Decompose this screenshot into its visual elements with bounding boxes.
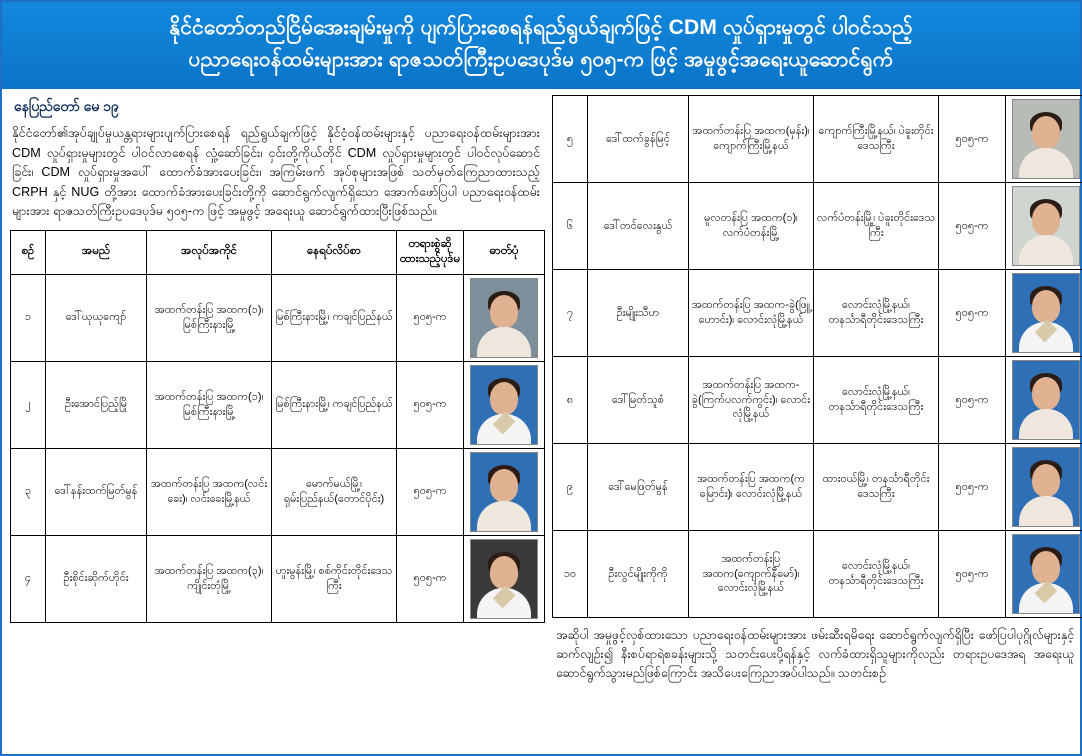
cell-address: လောင်းလုံမြို့နယ်၊ တနင်္သာရီတိုင်းဒေသကြီး (814, 270, 939, 357)
cell-no: ၅ (553, 96, 588, 183)
cell-address: လောင်းလုံမြို့နယ်၊ တနင်္သာရီတိုင်းဒေသကြီး (814, 357, 939, 444)
table-row (11, 535, 545, 622)
cell-job: အထက်တန်းပြ အထက(ကျောက်နီမော်)၊ လောင်းလုံမြို့နယ် (689, 531, 814, 618)
table-row (553, 444, 1082, 531)
cell-address: မြစ်ကြီးနားမြို့၊ ကချင်ပြည်နယ် (272, 274, 397, 361)
cell-no: ၁၀ (553, 531, 588, 618)
person-photo (1012, 273, 1080, 353)
cell-law: ၅၀၅-က (939, 96, 1006, 183)
cell-law: ၅၀၅-က (397, 448, 464, 535)
col-header-address: နေရပ်လိပ်စာ (272, 230, 397, 274)
cell-no: ၄ (11, 535, 46, 622)
offenders-table-right (552, 95, 1082, 618)
cell-no: ၈ (553, 357, 588, 444)
person-photo (470, 452, 538, 532)
cell-no: ၇ (553, 270, 588, 357)
cell-photo (464, 274, 545, 361)
cell-no: ၆ (553, 183, 588, 270)
cell-job: မူလတန်းပြ အထက(၁)၊ လက်ပံတန်းမြို့ (689, 183, 814, 270)
cell-law: ၅၀၅-က (939, 531, 1006, 618)
cell-name: ဦးမျိုးသီဟ (588, 270, 689, 357)
cell-no: ၃ (11, 448, 46, 535)
cell-photo (1006, 444, 1082, 531)
col-header-photo: ဓာတ်ပုံ (464, 230, 545, 274)
col-header-name: အမည် (46, 230, 147, 274)
cell-name: ဒေါ်မေဖြတ်မွန် (588, 444, 689, 531)
article-body (2, 89, 1080, 688)
cell-law: ၅၀၅-က (939, 270, 1006, 357)
right-column (548, 95, 1078, 684)
person-photo (1012, 360, 1080, 440)
cell-name: ဒေါ်တင်လေးနွယ် (588, 183, 689, 270)
table-row (11, 274, 545, 361)
cell-name: ဒေါ်ယုယုကျော် (46, 274, 147, 361)
cell-job: အထက်တန်းပြ အထက(လင်းခေး)၊ လင်းခေးမြို့နယ် (147, 448, 272, 535)
cell-no: ၁ (11, 274, 46, 361)
cell-photo (464, 535, 545, 622)
headline-line-1: နိုင်ငံတော်တည်ငြိမ်အေးချမ်းမှုကို ပျက်ပြားစေရန်ရည်ရွယ်ချက်ဖြင့် CDM လှုပ်ရှားမှုတွင် ပါဝင်သည့် (169, 16, 913, 39)
cell-photo (1006, 270, 1082, 357)
offenders-table-left (10, 230, 545, 623)
col-header-no: စဉ် (11, 230, 46, 274)
cell-job: အထက်တန်းပြ အထက(ကမြောင်း)၊ လောင်းလုံမြို့နယ် (689, 444, 814, 531)
cell-photo (1006, 357, 1082, 444)
cell-photo (1006, 96, 1082, 183)
cell-photo (1006, 531, 1082, 618)
table-row (553, 183, 1082, 270)
table-row (553, 531, 1082, 618)
cell-job: အထက်တန်းပြ အထက(မှန်း)၊ ကျောက်ကြီးမြို့နယ် (689, 96, 814, 183)
person-photo (470, 539, 538, 619)
cell-job: အထက်တန်းပြ အထက(၃)၊ ကျိုင်းတုံမြို့ (147, 535, 272, 622)
cell-address: မောက်မယ်မြို့၊ ရှမ်းပြည်နယ်(တောင်ပိုင်း) (272, 448, 397, 535)
person-photo (1012, 534, 1080, 614)
person-photo (1012, 186, 1080, 266)
cell-address: လောင်းလုံမြို့နယ်၊ တနင်္သာရီတိုင်းဒေသကြီး (814, 531, 939, 618)
cell-photo (464, 448, 545, 535)
cell-job: အထက်တန်းပြ အထက(၁)၊ မြစ်ကြီးနားမြို့ (147, 274, 272, 361)
cell-job: အထက်တန်းပြ အထက-ခွဲ(ကြက်ပလက်ကွင်း)၊ လောင်းလုံမြို့နယ် (689, 357, 814, 444)
dateline: နေပြည်တော် မေ ၁၉ (14, 98, 119, 114)
cell-no: ၂ (11, 361, 46, 448)
cell-address: မြစ်ကြီးနားမြို့၊ ကချင်ပြည်နယ် (272, 361, 397, 448)
lead-paragraph: နိုင်ငံတော်၏အုပ်ချုပ်မှုယန္တရားများပျက်ပြားစေရန် ရည်ရွယ်ချက်ဖြင့် နိုင်ငံ့ဝန်ထမ်းများနှင့် ပညာရေးဝန်ထမ်းများအား CDM လှုပ်ရှားမှုများတွင် ပါဝင်လာစေရန် လှုံ့ဆော်ခြင်း၊ ငှင်းတို့ကိုယ်တိုင် CDM လှုပ်ရှားမှုများတွင် ပါဝင်လုပ်ဆောင်ခြင်း၊ CDM လှုပ်ရှားမှုအပေါ် ထောက်ခံအားပေးခြင်း၊ အကြမ်းဖက် အုပ်စုများအဖြစ် သတ်မှတ်ကြေညာထားသည့် CRPH နှင့် NUG တို့အား ထောက်ခံအားပေးခြင်းတို့ကို ဆောင်ရွက်လျက်ရှိသော အောက်ဖော်ပြပါ ပညာရေးဝန်ထမ်းများအား ရာဇသတ်ကြီးဥပဒေပုဒ်မ ၅၀၅-က ဖြင့် အမှုဖွင့် အရေးယူ ဆောင်ရွက်ထားပြီးဖြစ်သည်။ (12, 126, 540, 219)
cell-law: ၅၀၅-က (397, 535, 464, 622)
cell-photo (1006, 183, 1082, 270)
table-row (553, 270, 1082, 357)
cell-name: ဒေါ်နန်းထက်မြတ်မွန် (46, 448, 147, 535)
cell-name: ဦးအောင်ပြည့်မြို (46, 361, 147, 448)
person-photo (1012, 447, 1080, 527)
cell-address: ထားဝယ်မြို့၊ တနင်္သာရီတိုင်းဒေသကြီး (814, 444, 939, 531)
person-photo (470, 278, 538, 358)
headline-line-2: ပညာရေးဝန်ထမ်းများအား ရာဇသတ်ကြီးဥပဒေပုဒ်မ ၅၀၅-က ဖြင့် အမှုဖွင့်အရေးယူဆောင်ရွက် (188, 47, 894, 71)
cell-law: ၅၀၅-က (939, 357, 1006, 444)
table-row (553, 357, 1082, 444)
cell-address: ဟူးမွန်းမြို့၊ စစ်ကိုင်းတိုင်းဒေသကြီး (272, 535, 397, 622)
cell-no: ၉ (553, 444, 588, 531)
cell-name: ဒေါ်ထက်ခွန်မြင့် (588, 96, 689, 183)
person-photo (470, 365, 538, 445)
cell-law: ၅၀၅-က (939, 183, 1006, 270)
headline-banner (2, 2, 1080, 89)
cell-address: လက်ပံတန်းမြို့၊ ပဲခူးတိုင်းဒေသကြီး (814, 183, 939, 270)
cell-job: အထက်တန်းပြ အထက(၁)၊ မြစ်ကြီးနားမြို့ (147, 361, 272, 448)
cell-job: အထက်တန်းပြ အထက-ခွဲ(ဖြူ့ဟောင်း)၊ လောင်းလုံမြို့နယ် (689, 270, 814, 357)
col-header-job: အလုပ်အကိုင် (147, 230, 272, 274)
cell-name: ဦးစိုင်းဆိုက်ဟိုင်း (46, 535, 147, 622)
cell-address: ကျောက်ကြီးမြို့နယ်၊ ပဲခူးတိုင်းဒေသကြီး (814, 96, 939, 183)
cell-law: ၅၀၅-က (939, 444, 1006, 531)
cell-name: ဒေါ်မြတ်သူစံ (588, 357, 689, 444)
table-row (11, 361, 545, 448)
cell-law: ၅၀၅-က (397, 274, 464, 361)
closing-paragraph: အဆိုပါ အမှုဖွင့်လှစ်ထားသော ပညာရေးဝန်ထမ်းများအား ဖမ်းဆီးရမိရေး ဆောင်ရွက်လျက်ရှိပြီး ဖော်ပြပါပုဂ္ဂိုလ်များနှင့်ဆက်လျဉ်း၍ နီးစပ်ရာရဲစခန်းများသို့ သတင်းပေးပို့ရန်နှင့် လက်ခံထားရှိသူများကိုလည်း တရားဥပဒေအရ အရေးယူဆောင်ရွက်သွားမည်ဖြစ်ကြောင်း အသိပေးကြေညာအပ်ပါသည်။ သတင်းစဉ် (556, 628, 1074, 681)
person-photo (1012, 99, 1080, 179)
col-header-law: တရားစွဲဆို ထားသည့်ပုဒ်မ (397, 230, 464, 274)
cell-photo (464, 361, 545, 448)
left-column (10, 95, 548, 684)
cell-law: ၅၀၅-က (397, 361, 464, 448)
table-row (553, 96, 1082, 183)
table-row (11, 448, 545, 535)
cell-name: ဦးလွင်မျိုးကိုကို (588, 531, 689, 618)
table-header-row (11, 230, 545, 274)
